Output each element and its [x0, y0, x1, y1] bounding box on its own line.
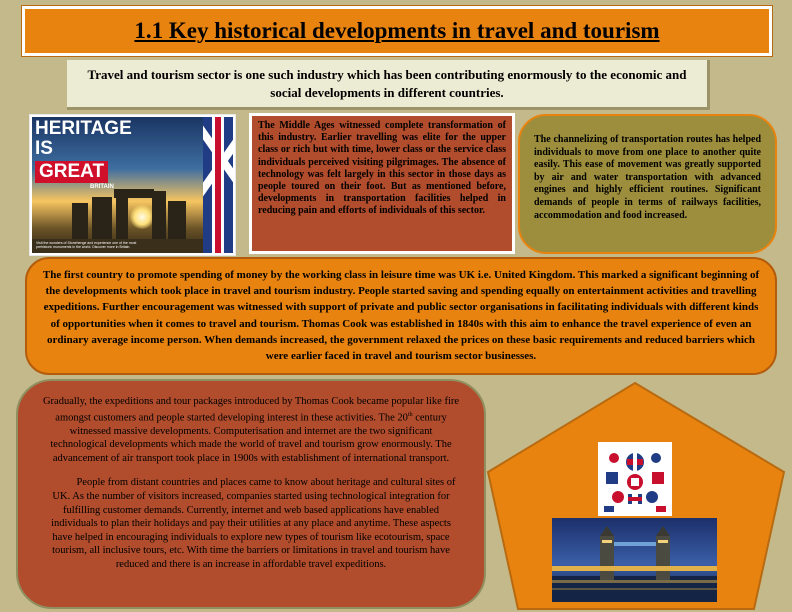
heritage-word: HERITAGE — [35, 118, 132, 139]
uk-history-text: The first country to promote spending of money by the working class in leisure time was UK i.e. United Kingdom. This marked a significant beginning of the developments which took place in travel and tourism industry. People started saving and spending equally on entertainment activities and travelling expeditions. Further encouragement was witnessed with support of private and public sector organisations in facilitating individuals with different kinds of opportunities when it comes to travel and tourism. Thomas Cook was established in 1840s with this aim to enhance the travel experience of even an ordinary average income person. When demands increased, the government relaxed the prices on these basic requirements and reduced barriers which were earlier faced in travel and tourism sector businesses. — [42, 269, 760, 363]
middle-ages-text: The Middle Ages witnessed complete transformation of this industry. Earlier travelling was elite for the upper class or rich but with time, lower class or the service class individuals perceived visiting pilgrimages. The absence of technology was felt largely in this sector in those days as people toured on their foot. But as mentioned before, developments in transportation facilities helped in reducing pain and efforts of individuals of this sector. — [258, 120, 506, 217]
intro-box — [67, 60, 710, 110]
heritage-caption: Visit the wonders of Stonehenge and experience one of the most prehistoric monuments in the world. Discover more in Britain. — [36, 241, 137, 249]
transport-text: The channelizing of transportation routes has helped individuals to move from one place to another quite easily. This ease of movement was greatly supported by air and water transportation with advanced engines and highly efficient routines. Significant demands of people in terms of railways facilities, accommodation and food increased. — [534, 134, 761, 221]
modern-paragraph-2: People from distant countries and places came to know about heritage and cultural sites of UK. As the number of visitors increased, companies started using technological integration for fulfilling customer demands. Currently, internet and web based applications have enabled individuals to plan their holidays and pay their utilities at any place and anytime. These aspects have helped in encouraging individuals to explore new types of tourism like ecotourism, space tourism, all inclusive tours, etc. With time the barriers or limitations in travel and tourism have reduced and there is an increase in affordable travel expeditions. — [51, 477, 456, 571]
uk-history-box — [25, 257, 777, 375]
union-jack-strip — [203, 117, 233, 253]
intro-text: Travel and tourism sector is one such industry which has been contributing enormously to the economic and social developments in different countries. — [87, 66, 687, 100]
heritage-is-great-image — [29, 114, 236, 256]
uk-icons-collage-image — [598, 442, 672, 516]
tower-bridge-image — [552, 518, 717, 602]
modern-developments-box — [16, 379, 486, 609]
britain-word: BRITAIN — [90, 184, 114, 190]
page-title: 1.1 Key historical developments in travel and tourism — [134, 18, 660, 43]
sun-glow — [130, 205, 154, 229]
middle-ages-box — [249, 113, 515, 254]
title-banner — [22, 6, 772, 56]
modern-paragraph-1: Gradually, the expeditions and tour packages introduced by Thomas Cook became popular like fire amongst customers and people started developing interest in these activities. The 20th century witnessed massive developments. Computerisation and internet are the two significant technological developments which made the world of travel and tourism grow enormously. The advancement of air transport took place in 1900s with establishment of international transport. — [42, 396, 460, 464]
great-word: GREAT — [35, 161, 108, 183]
transport-box — [518, 114, 777, 254]
is-word: IS — [35, 138, 53, 159]
